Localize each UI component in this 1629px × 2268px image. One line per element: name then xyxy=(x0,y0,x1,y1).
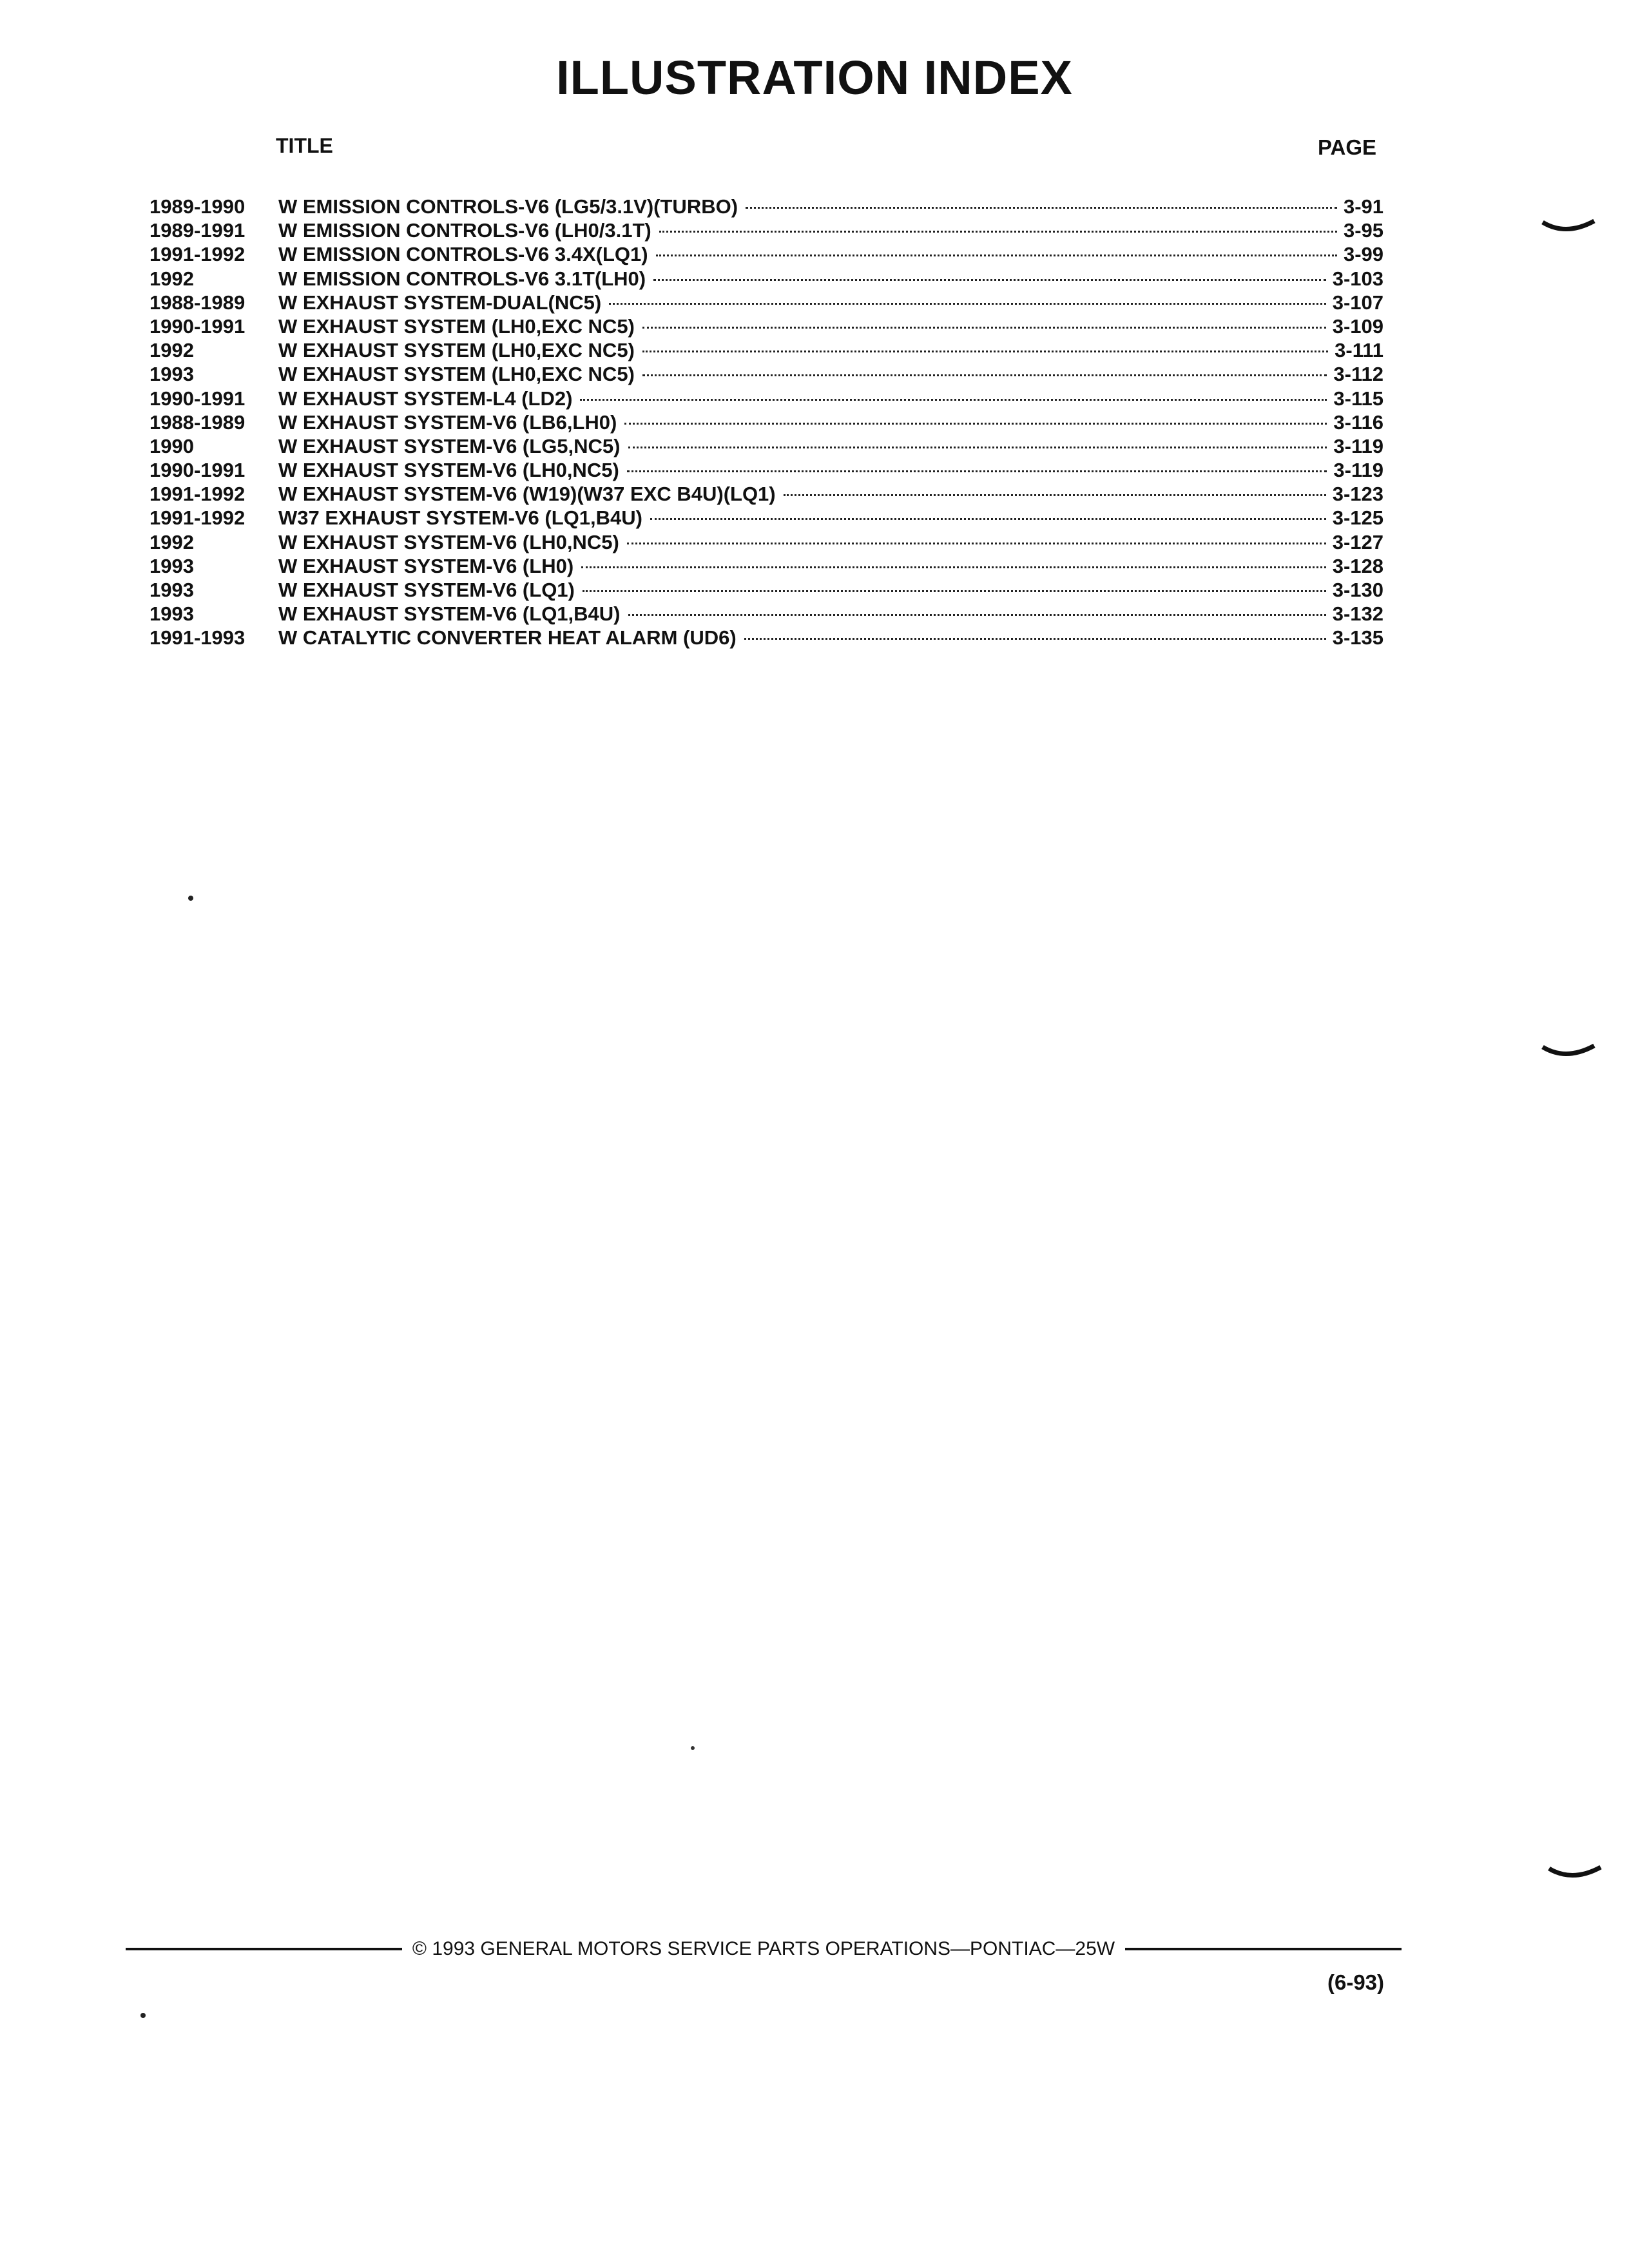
dot-leader xyxy=(628,614,1326,616)
entry-page: 3-109 xyxy=(1332,314,1383,338)
dot-leader xyxy=(642,374,1327,376)
scan-speck xyxy=(139,2012,147,2019)
index-entry xyxy=(149,195,1383,218)
entry-description: W EXHAUST SYSTEM-V6 (LH0) xyxy=(278,554,574,577)
index-entry xyxy=(149,338,1383,362)
dot-leader xyxy=(624,423,1327,425)
index-entry xyxy=(149,458,1383,482)
entry-years: 1992 xyxy=(149,530,194,553)
entry-page: 3-119 xyxy=(1333,459,1383,482)
entry-years: 1991-1993 xyxy=(149,626,246,649)
index-entry xyxy=(149,242,1383,266)
index-entries xyxy=(149,195,1383,650)
dot-leader xyxy=(650,518,1326,520)
entry-page: 3-112 xyxy=(1333,363,1383,386)
index-entry xyxy=(149,482,1383,506)
entry-page: 3-119 xyxy=(1333,434,1383,457)
entry-page: 3-130 xyxy=(1332,579,1383,601)
entry-description: W EXHAUST SYSTEM (LH0,EXC NC5) xyxy=(278,339,635,362)
dot-leader xyxy=(627,543,1326,544)
entry-page: 3-135 xyxy=(1332,626,1383,649)
dot-leader xyxy=(784,494,1326,496)
index-entry xyxy=(149,291,1383,314)
dot-leader xyxy=(642,327,1326,329)
entry-years: 1993 xyxy=(149,363,194,386)
entry-description: W EXHAUST SYSTEM-V6 (LG5,NC5) xyxy=(278,434,621,457)
page-column-header: PAGE xyxy=(1318,135,1377,159)
scan-speck xyxy=(187,894,195,902)
index-entry xyxy=(149,314,1383,338)
title-column-header: TITLE xyxy=(276,134,333,157)
index-entry xyxy=(149,506,1383,530)
entry-description: W EMISSION CONTROLS-V6 3.1T(LH0) xyxy=(278,267,646,290)
entry-page: 3-107 xyxy=(1332,291,1383,314)
index-entry xyxy=(149,410,1383,434)
entry-description: W EMISSION CONTROLS-V6 (LH0/3.1T) xyxy=(278,219,651,242)
index-entry xyxy=(149,267,1383,291)
entry-years: 1990-1991 xyxy=(149,314,246,338)
entry-years: 1990 xyxy=(149,434,194,457)
dot-leader xyxy=(659,231,1337,233)
dot-leader xyxy=(744,638,1326,640)
entry-years: 1990-1991 xyxy=(149,387,246,410)
entry-page: 3-111 xyxy=(1335,339,1383,362)
entry-description: W EMISSION CONTROLS-V6 (LG5/3.1V)(TURBO) xyxy=(278,195,738,218)
entry-description: W EXHAUST SYSTEM-V6 (LH0,NC5) xyxy=(278,459,619,482)
scan-speck xyxy=(688,1745,697,1751)
dot-leader xyxy=(642,351,1328,352)
entry-years: 1988-1989 xyxy=(149,291,246,314)
entry-years: 1992 xyxy=(149,339,194,362)
entry-description: W37 EXHAUST SYSTEM-V6 (LQ1,B4U) xyxy=(278,506,642,530)
dot-leader xyxy=(583,590,1326,592)
dot-leader xyxy=(580,399,1327,401)
dot-leader xyxy=(609,303,1326,305)
entry-years: 1992 xyxy=(149,267,194,290)
entry-description: W EXHAUST SYSTEM-V6 (LH0,NC5) xyxy=(278,530,619,553)
entry-description: W EXHAUST SYSTEM-V6 (W19)(W37 EXC B4U)(LQ1) xyxy=(278,483,776,506)
index-entry xyxy=(149,434,1383,458)
entry-years: 1993 xyxy=(149,602,194,626)
index-entry xyxy=(149,387,1383,410)
binder-mark xyxy=(1540,209,1598,242)
entry-description: W EXHAUST SYSTEM (LH0,EXC NC5) xyxy=(278,363,635,386)
entry-years: 1993 xyxy=(149,579,194,601)
entry-page: 3-116 xyxy=(1333,410,1383,434)
entry-page: 3-95 xyxy=(1343,219,1383,242)
binder-mark xyxy=(1540,1034,1598,1066)
entry-page: 3-115 xyxy=(1333,387,1383,410)
index-entry xyxy=(149,218,1383,242)
index-entry xyxy=(149,554,1383,578)
dot-leader xyxy=(581,566,1326,568)
entry-page: 3-132 xyxy=(1332,602,1383,626)
revision-code: (6-93) xyxy=(1327,1970,1385,1994)
entry-description: W EMISSION CONTROLS-V6 3.4X(LQ1) xyxy=(278,243,648,266)
entry-page: 3-123 xyxy=(1332,483,1383,506)
entry-description: W EXHAUST SYSTEM-V6 (LQ1) xyxy=(278,579,575,601)
entry-description: W EXHAUST SYSTEM-L4 (LD2) xyxy=(278,387,573,410)
page-title: ILLUSTRATION INDEX xyxy=(556,51,1073,104)
entry-description: W EXHAUST SYSTEM-V6 (LQ1,B4U) xyxy=(278,602,621,626)
index-entry xyxy=(149,362,1383,386)
entry-page: 3-127 xyxy=(1332,530,1383,553)
entry-page: 3-103 xyxy=(1332,267,1383,290)
entry-description: W EXHAUST SYSTEM (LH0,EXC NC5) xyxy=(278,314,635,338)
binder-mark xyxy=(1547,1856,1605,1888)
index-entry xyxy=(149,530,1383,554)
entry-years: 1989-1990 xyxy=(149,195,246,218)
entry-years: 1990-1991 xyxy=(149,459,246,482)
entry-description: W CATALYTIC CONVERTER HEAT ALARM (UD6) xyxy=(278,626,737,649)
entry-page: 3-125 xyxy=(1332,506,1383,530)
entry-years: 1993 xyxy=(149,554,194,577)
dot-leader xyxy=(746,207,1337,209)
entry-years: 1988-1989 xyxy=(149,410,246,434)
footer-rule-right xyxy=(1125,1948,1402,1950)
index-entry xyxy=(149,578,1383,602)
entry-description: W EXHAUST SYSTEM-DUAL(NC5) xyxy=(278,291,602,314)
entry-years: 1991-1992 xyxy=(149,243,246,266)
entry-page: 3-99 xyxy=(1343,243,1383,266)
entry-years: 1991-1992 xyxy=(149,483,246,506)
index-entry xyxy=(149,602,1383,626)
footer-copyright: © 1993 GENERAL MOTORS SERVICE PARTS OPERATIONS—PONTIAC—25W xyxy=(412,1938,1115,1959)
index-entry xyxy=(149,626,1383,649)
dot-leader xyxy=(627,470,1327,472)
footer-rule-left xyxy=(126,1948,402,1950)
entry-years: 1991-1992 xyxy=(149,506,246,530)
entry-years: 1989-1991 xyxy=(149,219,246,242)
entry-description: W EXHAUST SYSTEM-V6 (LB6,LH0) xyxy=(278,410,617,434)
dot-leader xyxy=(628,447,1327,448)
footer xyxy=(126,1938,1402,1960)
entry-page: 3-91 xyxy=(1343,195,1383,218)
dot-leader xyxy=(653,279,1326,281)
entry-page: 3-128 xyxy=(1332,554,1383,577)
dot-leader xyxy=(656,255,1337,256)
